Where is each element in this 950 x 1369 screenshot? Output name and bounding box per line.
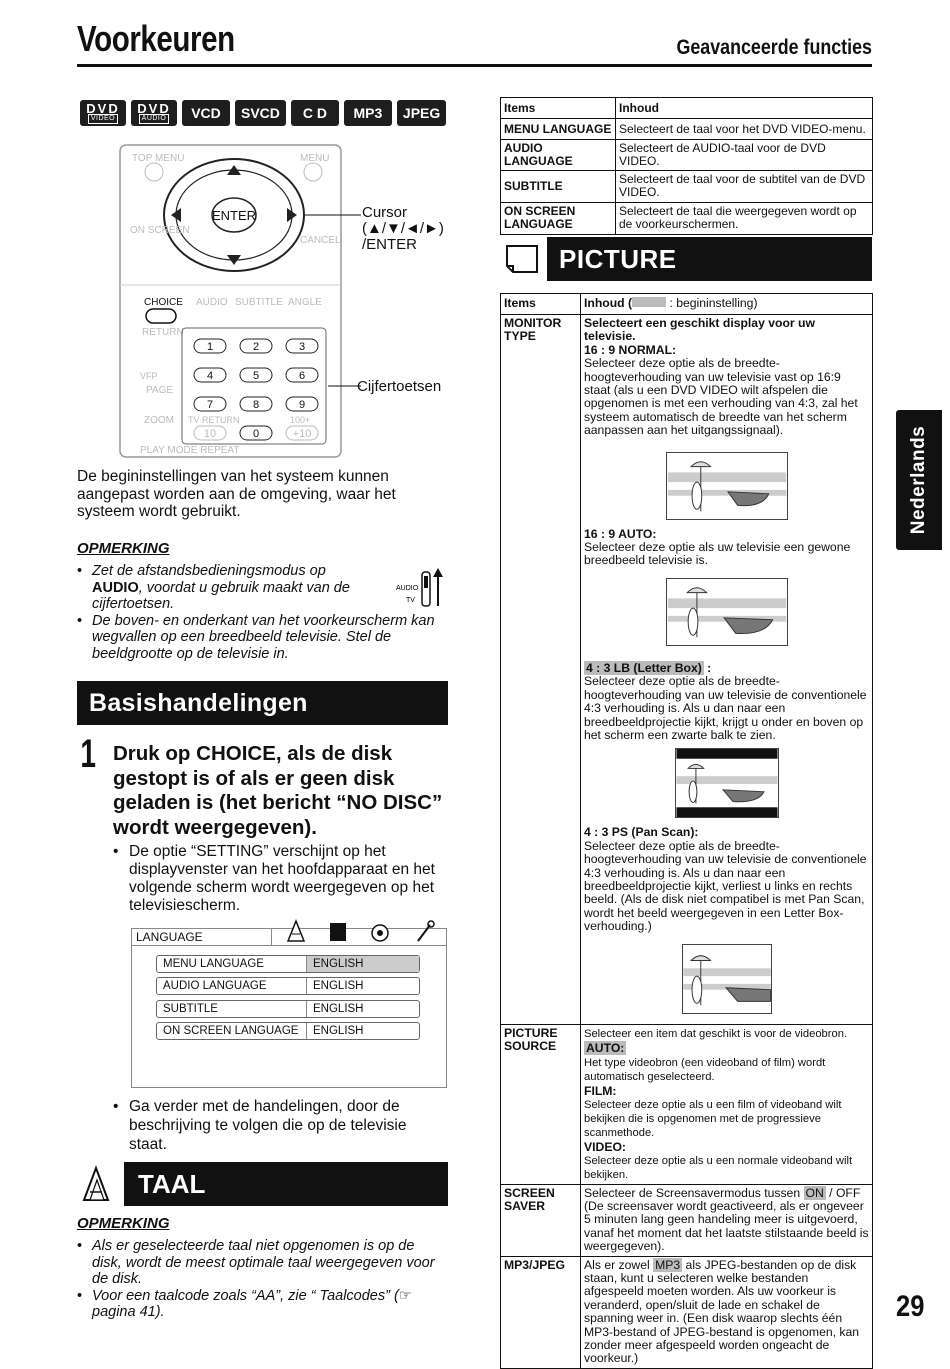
svg-text:TV RETURN: TV RETURN bbox=[188, 415, 240, 425]
table-row: SCREEN SAVER Selecteer de Screensavermodus tussen ON / OFF (De screensaver wordt geactiveerd, als er ongeveer 5 minuten lang geen handeling meer is uitgevoerd, vanaf het moment dat het laatste stilstaande beeld is weergegeven). bbox=[501, 1184, 873, 1256]
section-title: Geavanceerde functies bbox=[676, 36, 872, 59]
svg-text:7: 7 bbox=[206, 399, 214, 411]
svg-text:PAGE: PAGE bbox=[146, 385, 174, 396]
remote-label-cancel: CANCEL bbox=[300, 235, 341, 246]
table-row: ON SCREEN LANGUAGE Selecteert de taal die weergegeven wordt op de voorkeurschermen. bbox=[501, 203, 873, 235]
svg-text:10: 10 bbox=[203, 428, 217, 440]
svg-text:0: 0 bbox=[252, 428, 260, 440]
remote-label-top-menu: TOP MENU bbox=[132, 153, 185, 164]
aspect-16-9-normal-image bbox=[666, 452, 788, 520]
svg-text:ANGLE: ANGLE bbox=[288, 297, 322, 308]
note-list bbox=[77, 563, 447, 662]
svg-text:PLAY MODE REPEAT: PLAY MODE REPEAT bbox=[140, 445, 240, 456]
taal-heading: TAAL bbox=[124, 1162, 448, 1206]
language-icon bbox=[288, 921, 304, 941]
note-list bbox=[77, 1238, 447, 1321]
table-row: MONITOR TYPE Selecteert een geschikt display voor uw televisie. 16 : 9 NORMAL: Selecteer deze optie als de breedte-hoogteverhouding van uw televisie vast op 16:9 staat (als u een DVD VIDEO wilt afspelen die opgenomen is met een verhouding van 4:3, zal het systeem automatisch de breedte van het scherm aanpassen aan het uitgangssignaal). 16 : 9 AUTO: Selecteer deze optie als uw televisie een gewone breedbeeld televisie is. 4 : 3 LB (Letter Box) : Selecteer deze optie als de breedte-hoogteverhouding van uw televisie de conventionele 4:3 verhouding is. Als u dan naar een breedbeeldprojectie kijkt, krijgt u onder en boven op het scherm een zwarte balk te zien. 4 : 3 PS (Pan Scan): Selecteer deze optie als de breedte-hoogteverhouding van uw televisie de conventionele 4:3 verhouding is. Als u dan naar een breedbeeldprojectie kijkt, verliest u links en rechts beeld. (Als de disk niet compatibel is met Pan Scan, wordt het beeld weergegeven in een Letter Box-verhouding.) bbox=[501, 315, 873, 1025]
remote-enter-label: ENTER bbox=[211, 208, 257, 223]
svg-text:100+: 100+ bbox=[290, 415, 311, 425]
note-item: • Voor een taalcode zoals “AA”, zie “ Taalcodes” (☞ pagina 41). bbox=[77, 1288, 447, 1321]
picture-icon bbox=[330, 923, 346, 941]
aspect-16-9-auto-image bbox=[666, 578, 788, 646]
note-heading: OPMERKING bbox=[77, 540, 170, 557]
svg-text:RETURN: RETURN bbox=[142, 327, 184, 338]
aspect-4-3-pan-scan-image bbox=[682, 944, 772, 1014]
badge-vcd: VCD bbox=[182, 100, 230, 126]
badge-mp3: MP3 bbox=[344, 100, 392, 126]
remote-label-on-screen: ON SCREEN bbox=[130, 225, 190, 236]
note-item: • Als er geselecteerde taal niet opgenomen is op de disk, wordt de meest optimale taal weergegeven voor de disk. bbox=[77, 1238, 447, 1288]
basis-heading: Basishandelingen bbox=[77, 681, 448, 725]
cursor-label: Cursor (▲/▼/◄/►) /ENTER bbox=[362, 204, 444, 253]
svg-text:4: 4 bbox=[206, 370, 214, 382]
wrench-icon bbox=[418, 921, 434, 941]
badge-svcd: SVCD bbox=[235, 100, 286, 126]
picture-section-icon bbox=[503, 242, 543, 278]
badge-dvd-audio: DVD AUDIO bbox=[131, 100, 177, 126]
table-row: PICTURE SOURCE Selecteer een item dat geschikt is voor de videobron. AUTO: Het type videobron (een videoband of film) wordt automatisch geselecteerd. FILM: Selecteer deze optie als u een film of videoband wilt bekijken die is opgenomen met de progressieve scanmethode. VIDEO: Selecteer deze optie als u een normale videoband wilt bekijken. bbox=[501, 1024, 873, 1184]
table-row: SUBTITLE Selecteert de taal voor de subtitel van de DVD VIDEO. bbox=[501, 171, 873, 203]
page-number: 29 bbox=[895, 1290, 924, 1323]
svg-text:AUDIO: AUDIO bbox=[396, 585, 419, 592]
step-bullet: • De optie “SETTING” verschijnt op het displayvenster van het hoofdapparaat en het volgende scherm wordt weergegeven op het televisiescherm. bbox=[113, 843, 443, 915]
note-heading: OPMERKING bbox=[77, 1215, 170, 1232]
picture-items-table: Items Inhoud ( : begininstelling) MONITOR TYPE Selecteert een geschikt display voor uw televisie. 16 : 9 NORMAL: Selecteer deze optie als de breedte-hoogteverhouding van uw televisie vast op 16:9 staat (als u een DVD VIDEO wilt afspelen die opgenomen is met een verhouding van 4:3, zal het systeem automatisch de breedte van het scherm aanpassen aan het uitgangssignaal). 16 : 9 AUTO: Selecteer deze optie als uw televisie een gewone breedbeeld televisie is. 4 : 3 LB (Letter Box) : Selecteer deze optie als de breedte-hoogteverhouding van uw televisie de conventionele 4:3 verhouding is. Als u dan naar een breedbeeldprojectie kijkt, krijgt u onder en boven op het scherm een zwarte balk te zien. 4 : 3 PS (Pan Scan): Selecteer deze optie als de breedte-hoogteverhouding van uw televisie de conventionele 4:3 verhouding is. Als u dan naar een breedbeeldprojectie kijkt, verliest u links en rechts beeld. (Als de disk niet compatibel is met Pan Scan, wordt het beeld weergegeven in een Letter Box-verhouding.) PICTURE SOURCE Selecteer een item dat geschikt is voor de videobron. AUTO: Het type videobron (een videoband of film) wordt automatisch geselecteerd. FILM: Selecteer deze optie als u een film of videoband wilt bekijken die is opgenomen met de progressieve scanmethode. VIDEO: Selecteer deze optie als u een normale videoband wilt bekijken. SCREEN SAVER Selecteer de Screensavermodus tussen ON / OFF (De screensaver wordt geactiveerd, als er ongeveer 5 minuten lang geen handeling meer is uitgevoerd, vanaf het moment dat het laatste stilstaande beeld is weergegeven). MP3/JPEG Als er zowel MP3 als JPEG-bestanden op de disk staan, kunt u selecteren welke bestanden afgespeeld moeten worden. Als uw voorkeur is veranderd, open/sluit de lade en schakel de spanning weer in. (Een disk waarop slechts één MP3-bestand of JPEG-bestand is opgenomen, kan zonder meer afgespeeld worden ongeacht de voorkeur.) bbox=[500, 293, 873, 1369]
remote-control-illustration bbox=[118, 145, 343, 457]
svg-text:AUDIO: AUDIO bbox=[196, 297, 228, 308]
screen-row-on-screen-language[interactable]: ON SCREEN LANGUAGE ENGLISH bbox=[156, 1022, 420, 1040]
screen-row-menu-language[interactable]: MENU LANGUAGE ENGLISH bbox=[156, 955, 420, 973]
table-row: MP3/JPEG Als er zowel MP3 als JPEG-bestanden op de disk staan, kunt u selecteren welke bestanden afgespeeld moeten worden. Als uw voorkeur is veranderd, open/sluit de lade en schakel de spanning weer in. (Een disk waarop slechts één MP3-bestand of JPEG-bestand is opgenomen, kan zonder meer afgespeeld worden ongeacht de voorkeur.) bbox=[501, 1256, 873, 1368]
svg-text:9: 9 bbox=[298, 399, 306, 411]
step-instruction: Druk op CHOICE, als de disk gestopt is of als er geen disk geladen is (het bericht “NO DISC” wordt weergegeven). bbox=[113, 742, 443, 839]
screen-tab-language: LANGUAGE bbox=[132, 929, 272, 946]
svg-text:1: 1 bbox=[206, 341, 214, 353]
disc-type-badges bbox=[80, 100, 446, 126]
picture-heading: PICTURE bbox=[547, 237, 872, 281]
note-item: • De boven- en onderkant van het voorkeurscherm kan wegvallen op een breedbeeld televisie. Stel de beeldgrootte op de televisie in. bbox=[77, 613, 447, 663]
table-row: MENU LANGUAGE Selecteert de taal voor het DVD VIDEO-menu. bbox=[501, 119, 873, 140]
note-item: • Zet de afstandsbedieningsmodus op AUDIO, voordat u gebruik maakt van de cijfertoetsen. bbox=[77, 563, 447, 613]
screen-row-subtitle[interactable]: SUBTITLE ENGLISH bbox=[156, 1000, 420, 1018]
svg-text:ZOOM: ZOOM bbox=[144, 415, 174, 426]
audio-icon bbox=[372, 925, 388, 941]
step-number: 1 bbox=[80, 732, 96, 776]
language-items-table: Items Inhoud MENU LANGUAGE Selecteert de taal voor het DVD VIDEO-menu. AUDIO LANGUAGE Selecteert de AUDIO-taal voor de DVD VIDEO. SUBTITLE Selecteert de taal voor de subtitel van de DVD VIDEO. ON SCREEN LANGUAGE Selecteert de taal die weergegeven wordt op de voorkeurschermen. bbox=[500, 97, 873, 235]
badge-cd: C D bbox=[291, 100, 339, 126]
language-side-tab: Nederlands bbox=[896, 410, 942, 550]
aspect-4-3-letterbox-image bbox=[675, 748, 779, 818]
language-a-icon bbox=[80, 1166, 114, 1204]
badge-jpeg: JPEG bbox=[397, 100, 446, 126]
svg-text:2: 2 bbox=[252, 341, 260, 353]
svg-text:TV: TV bbox=[406, 597, 415, 604]
language-settings-screen bbox=[131, 928, 447, 1088]
remote-label-choice: CHOICE bbox=[144, 297, 183, 308]
svg-text:+10: +10 bbox=[292, 428, 312, 440]
remote-label-menu: MENU bbox=[300, 153, 330, 164]
mode-switch-icon bbox=[396, 566, 448, 610]
intro-paragraph: De begininstellingen van het systeem kunnen aangepast worden aan de omgeving, waar het systeem wordt gebruikt. bbox=[77, 468, 396, 520]
badge-dvd-video: DVD VIDEO bbox=[80, 100, 126, 126]
screen-row-audio-language[interactable]: AUDIO LANGUAGE ENGLISH bbox=[156, 977, 420, 995]
choice-button bbox=[146, 309, 176, 323]
numeric-keys-label: Cijfertoetsen bbox=[357, 378, 442, 395]
screen-tab-icons bbox=[280, 919, 440, 945]
svg-text:VFP: VFP bbox=[140, 371, 158, 381]
svg-text:3: 3 bbox=[298, 341, 306, 353]
header-rule bbox=[77, 64, 872, 67]
table-row: AUDIO LANGUAGE Selecteert de AUDIO-taal voor de DVD VIDEO. bbox=[501, 140, 873, 171]
svg-text:SUBTITLE: SUBTITLE bbox=[235, 297, 283, 308]
svg-text:5: 5 bbox=[252, 370, 260, 382]
svg-text:6: 6 bbox=[298, 370, 306, 382]
svg-text:8: 8 bbox=[252, 399, 260, 411]
page-title: Voorkeuren bbox=[77, 18, 235, 59]
step-bullet: • Ga verder met de handelingen, door de beschrijving te volgen die op de televisie staat. bbox=[113, 1097, 443, 1154]
